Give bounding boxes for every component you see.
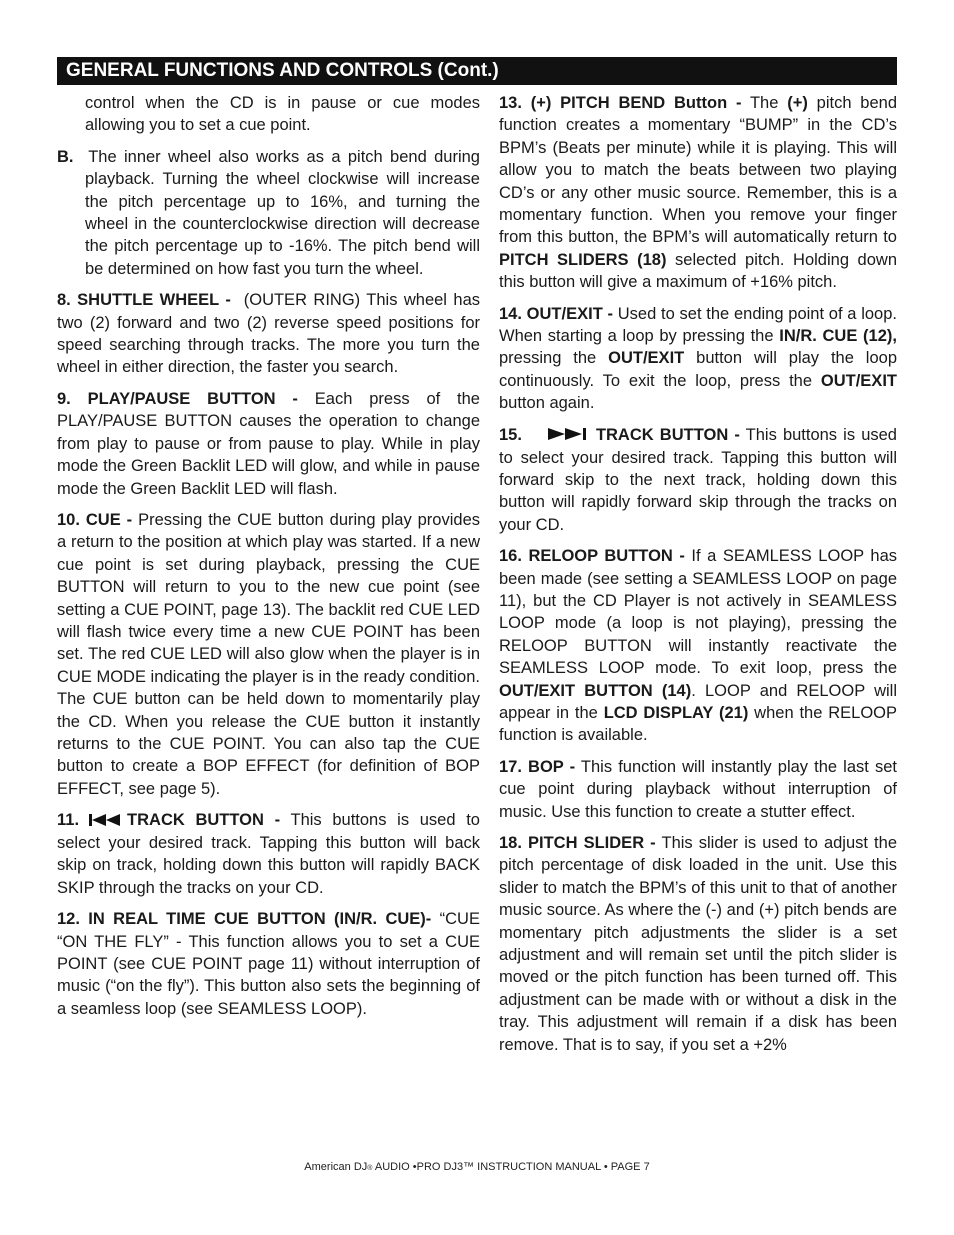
item-12-text: “CUE “ON THE FLY” - This function allows you to set a CUE POINT (see CUE POINT page 11) without interruption of music (“on the fly”). This button also sets the beginning of a seamless loop (see SEAMLESS LOOP). — [57, 910, 480, 1018]
footer-brand: American DJ — [304, 1161, 368, 1173]
registered-mark: ® — [367, 1165, 373, 1172]
item-14-title: 14. OUT/EXIT - — [499, 304, 614, 323]
item-10-text: Pressing the CUE button during play provides a return to the position at which play was started. If a new cue point is set during playback, pressing the CUE BUTTON will return to you to the new cue point (see setting a CUE POINT, page 13). The backlit red CUE LED will flash twice every time a new CUE POINT has been set. The red CUE LED will also glow when the player is in CUE MODE indicating the player is in the ready condition. The CUE button can be held down to momentarily play the CD. When you release the CUE button it instantly returns to the CUE POINT. You can also tap the CUE button to create a BOP EFFECT (for definition of BOP EFFECT, see page 5). — [57, 510, 481, 798]
item-12-paragraph — [57, 908, 480, 1020]
item-15-title: TRACK BUTTON - — [595, 425, 740, 444]
item-14-paragraph: 14. OUT/EXIT - Used to set the ending point of a loop. When starting a loop by pressing the IN/R. CUE (12), pressing the OUT/EXIT button will play the loop continuously. To exit the loop, press the OUT/EXIT button again. — [499, 304, 897, 413]
item-11-paragraph — [57, 809, 480, 899]
item-17-paragraph — [499, 756, 897, 823]
item-11-number: 11. — [57, 811, 80, 830]
item-8-text: (OUTER RING) This wheel has two (2) forward and two (2) reverse speed positions for speed searching through tracks. The more you turn the wheel in either direction, the faster you search. — [57, 291, 480, 377]
section-title: GENERAL FUNCTIONS AND CONTROLS (Cont.) — [66, 60, 499, 81]
item-10-title: 10. CUE - — [57, 510, 133, 529]
skip-forward-icon — [548, 424, 590, 446]
item-8-title: 8. SHUTTLE WHEEL - — [57, 291, 231, 310]
continued-paragraph: control when the CD is in pause or cue modes allowing you to set a cue point. — [85, 94, 480, 135]
item-17-text: This function will instantly play the last set cue point during playback without interruption of music. Use this function to create a stutter effect. — [499, 757, 897, 821]
item-18-text: This slider is used to adjust the pitch percentage of disk loaded in the unit. Use this slider to match the BPM’s of this unit to that of another music source. As where the (-) and (+) pitch bends are momentary pitch adjustments the slider is a set adjustment and will remain set until the pitch slider is moved or the pitch function has been turned off. This adjustment can be made with or without a disk in the tray. This adjustment will remain if a disk has been remove. That is to say, if you set a +2% — [499, 834, 897, 1054]
skip-back-icon — [89, 810, 121, 832]
footer-text: AUDIO •PRO DJ3™ INSTRUCTION MANUAL • PAGE 7 — [372, 1161, 650, 1173]
item-9-paragraph — [57, 388, 480, 500]
item-11-text: This buttons is used to select your desired track. Tapping this button will back skip on track, holding down this button will rapidly BACK SKIP through the tracks on your CD. — [57, 811, 480, 897]
item-b-paragraph — [57, 146, 480, 280]
item-15-paragraph — [499, 424, 897, 536]
page-footer — [0, 1161, 954, 1173]
section-header — [57, 57, 897, 85]
item-11-title: TRACK BUTTON - — [127, 811, 281, 830]
item-18-paragraph — [499, 832, 897, 1056]
item-13-title: 13. (+) PITCH BEND Button - — [499, 94, 742, 112]
item-12-title: 12. IN REAL TIME CUE BUTTON (IN/R. CUE)- — [57, 910, 432, 929]
item-8-paragraph — [57, 289, 480, 379]
left-column — [57, 92, 480, 1029]
item-17-title: 17. BOP - — [499, 757, 576, 776]
item-9-text: Each press of the PLAY/PAUSE BUTTON causes the operation to change from play to pause or from pause to play. While in play mode the Green Backlit LED will glow, and while in pause mode the Green Backlit LED will flash. — [57, 389, 480, 498]
item-15-text: This buttons is used to select your desired track. Tapping this button will forward skip to the next track, holding down this button will rapidly forward skip through the tracks on your CD. — [499, 425, 897, 534]
item-10-paragraph — [57, 509, 480, 800]
item-b-label: B. — [57, 147, 74, 166]
item-16-title: 16. RELOOP BUTTON - — [499, 547, 685, 566]
item-b-text: The inner wheel also works as a pitch bend during playback. Turning the wheel clockwise will increase the pitch percentage up to 16%, and turning the wheel in the counterclockwise direction will decrease the pitch percentage up to -16%. The pitch bend will be determined on how fast you turn the wheel. — [85, 147, 480, 278]
item-9-title: 9. PLAY/PAUSE BUTTON - — [57, 389, 298, 408]
right-column — [499, 92, 897, 1065]
item-13-paragraph: 13. (+) PITCH BEND Button - The (+) pitch bend function creates a momentary “BUMP” in the CD’s BPM’s (Beats per minute) while it is playing. This will allow you to match the beats between two playing CD’s or any other music source. Remember, this is a momentary function. When you remove your finger from this button, the BPM’s will automatically return to PITCH SLIDERS (18) selected pitch. Holding down this button will give a maximum of +16% pitch. — [499, 94, 897, 292]
item-16-paragraph: 16. RELOOP BUTTON - If a SEAMLESS LOOP has been made (see setting a SEAMLESS LOOP on page 11), but the CD Player is not actively in SEAMLESS LOOP mode (a loop is not playing), pressing the RELOOP BUTTON will instantly reactivate the SEAMLESS LOOP mode. To exit loop, press the OUT/EXIT BUTTON (14). LOOP and RELOOP will appear in the LCD DISPLAY (21) when the RELOOP function is available. — [499, 547, 898, 745]
item-15-number: 15. — [499, 425, 522, 444]
item-18-title: 18. PITCH SLIDER - — [499, 834, 656, 853]
